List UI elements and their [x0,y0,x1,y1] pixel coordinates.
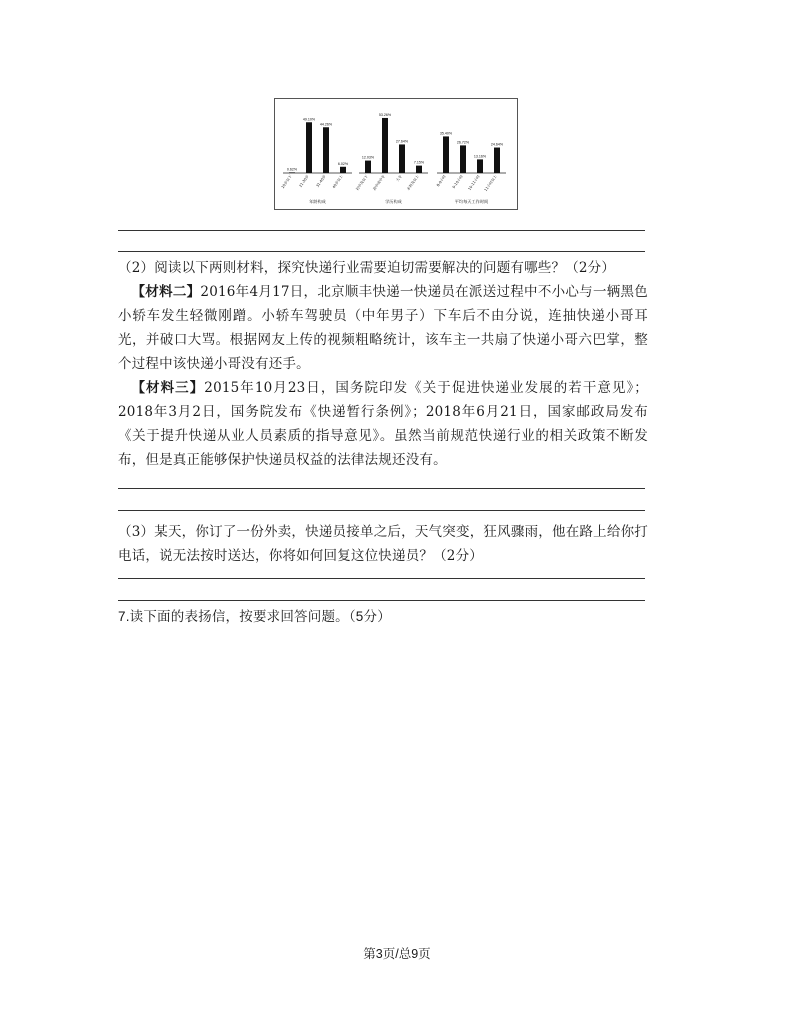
chart-data-label: 13.16% [473,154,487,159]
chart-data-label: 49.10% [302,117,316,122]
chart-tick-label: 初中及以下 [355,174,369,192]
chart-bar [399,144,405,173]
chart-tick-label: 本科及以上 [406,174,420,192]
answer-line [118,578,645,579]
chart-bar [416,166,422,173]
chart-bar [443,136,449,173]
answer-line [118,230,645,231]
chart-data-label: 44.26% [319,122,333,127]
answer-line [118,251,645,252]
q3-question: （3）某天，你订了一份外卖，快递员接单之后，天气突变，狂风骤雨，他在路上给你打电话，说无法按时送达，你将如何回复这位快递员？（2分） [118,524,648,564]
chart-tick-label: 11小时以上 [483,174,498,193]
chart-group-title: 学历构成 [385,199,402,204]
chart-group-title: 年龄构成 [309,199,326,204]
answer-line [118,510,645,511]
material-three-label: 【材料三】 [131,380,205,396]
answer-line [118,600,645,601]
chart-tick-label: 高中或中专 [372,174,386,192]
chart-bar [494,148,500,173]
chart-tick-label: 9-10小时 [451,174,464,190]
q2-question: （2）阅读以下两则材料，探究快递行业需要迫切需要解决的问题有哪些？（2分） [118,260,616,276]
chart-data-label: 7.15% [413,160,425,165]
chart-bar [289,172,295,173]
survey-bar-chart [274,98,518,210]
chart-bar [365,161,371,173]
q7-question: 7.读下面的表扬信，按要求回答问题。（5分） [118,609,391,624]
chart-data-label: 6.02% [337,161,349,166]
chart-group-title: 平均每天工作时间 [454,199,489,204]
answer-line [118,488,645,489]
chart-bar [306,122,312,173]
material-three-text: 2015年10月23日，国务院印发《关于促进快递业发展的若干意见》；2018年3月2日，国务院发布《快递暂行条例》；2018年6月21日，国家邮政局发布《关于提升快递从业人员素质的指导意见》。虽然当前规范快递行业的相关政策不断发布，但是真正能够保护快递员权益的法律法规还没有。 [118,380,648,468]
chart-data-label: 24.64% [490,142,504,147]
chart-data-label: 26.72% [456,140,470,145]
chart-tick-label: 21-30岁 [298,174,310,189]
material-two [118,280,648,376]
chart-data-label: 12.03% [361,155,375,160]
chart-bar [323,127,329,173]
chart-bar [460,145,466,173]
material-three [118,376,648,472]
chart-tick-label: 20岁以下 [280,174,293,190]
chart-tick-label: 40岁以上 [331,174,344,190]
chart-bar [382,118,388,173]
chart-tick-label: 10-11小时 [467,174,481,192]
page-number: 第3页/总9页 [363,947,431,961]
material-two-text: 2016年4月17日，北京顺丰快递一快递员在派送过程中不小心与一辆黑色小轿车发生轻微刚蹭。小轿车驾驶员（中年男子）下车后不由分说，连抽快递小哥耳光，并破口大骂。根据网友上传的视频粗略统计，该车主一共扇了快递小哥六巴掌，整个过程中该快递小哥没有还手。 [118,284,649,372]
chart-data-label: 0.62% [286,167,298,172]
chart-tick-label: 8-9小时 [436,174,447,188]
chart-data-label: 35.40% [439,131,453,136]
chart-bar [340,167,346,173]
chart-data-label: 53.26% [378,112,392,117]
chart-tick-label: 31-40岁 [315,174,327,189]
material-two-label: 【材料二】 [131,284,201,300]
chart-data-label: 27.64% [395,139,409,144]
chart-svg [275,99,517,209]
chart-tick-label: 大专 [395,174,403,183]
chart-bar [477,159,483,173]
